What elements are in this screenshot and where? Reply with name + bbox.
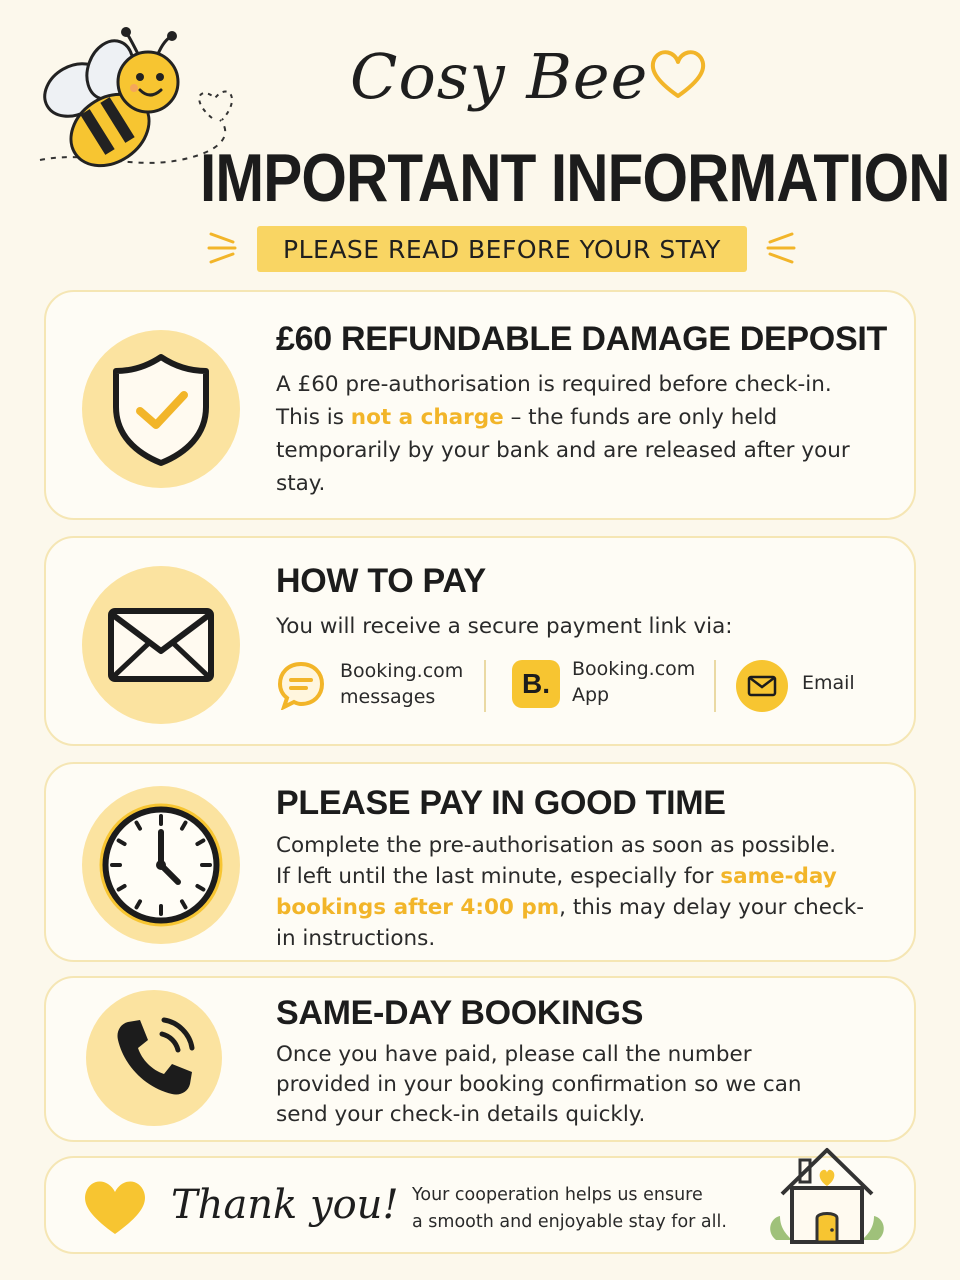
method-1-line2: messages xyxy=(340,686,436,708)
method-2-line2: App xyxy=(572,684,610,706)
deposit-line1: A £60 pre-authorisation is required before check-in. xyxy=(276,372,832,397)
method-booking-app xyxy=(512,656,712,716)
deposit-title: £60 REFUNDABLE DAMAGE DEPOSIT xyxy=(276,320,887,358)
how-to-pay-title: HOW TO PAY xyxy=(276,562,486,600)
subtitle-banner: PLEASE READ BEFORE YOUR STAY xyxy=(257,226,747,272)
house-icon xyxy=(762,1136,892,1252)
method-3-line1: Email xyxy=(802,672,855,694)
envelope-icon xyxy=(736,660,788,712)
sparkle-lines-icon xyxy=(762,228,798,268)
clock-icon xyxy=(82,786,240,944)
brand-name: Cosy Bee xyxy=(350,40,649,113)
heart-outline-icon xyxy=(645,40,711,106)
thank-you-footer xyxy=(44,1156,916,1254)
sparkle-lines-icon xyxy=(205,228,241,268)
good-time-line2-post: , this may delay your check-in instructions. xyxy=(276,895,865,951)
same-day-card xyxy=(44,976,916,1142)
same-day-text: Once you have paid, please call the number provided in your booking confirmation so we can send your check-in details quickly. xyxy=(276,1042,802,1127)
divider xyxy=(714,660,716,712)
footer-note xyxy=(412,1182,782,1236)
method-1-line1: Booking.com xyxy=(340,660,464,682)
payment-methods xyxy=(276,656,896,716)
not-a-charge-highlight: not a charge xyxy=(350,405,504,430)
how-to-pay-card xyxy=(44,536,916,746)
deposit-line2-pre: This is xyxy=(276,405,351,430)
chat-bubble-icon xyxy=(276,660,326,710)
method-booking-messages xyxy=(276,656,476,716)
method-email xyxy=(736,656,896,716)
same-day-highlight: same-day bookings after 4:00 pm xyxy=(276,864,837,920)
booking-b-icon: B. xyxy=(512,660,560,708)
same-day-title: SAME-DAY BOOKINGS xyxy=(276,994,644,1032)
footer-note-line2: a smooth and enjoyable stay for all. xyxy=(412,1212,727,1232)
shield-check-icon xyxy=(82,330,240,488)
how-to-pay-intro: You will receive a secure payment link via: xyxy=(276,614,733,639)
deposit-card xyxy=(44,290,916,520)
good-time-card xyxy=(44,762,916,962)
phone-icon xyxy=(86,990,222,1126)
good-time-line1: Complete the pre-authorisation as soon as possible. xyxy=(276,833,837,858)
deposit-text xyxy=(276,368,896,500)
thank-you-text: Thank you! xyxy=(171,1182,399,1228)
heart-icon xyxy=(80,1174,150,1238)
envelope-icon xyxy=(82,566,240,724)
good-time-title: PLEASE PAY IN GOOD TIME xyxy=(276,784,726,822)
good-time-line2-pre: If left until the last minute, especially for xyxy=(276,864,721,889)
method-2-line1: Booking.com xyxy=(572,658,696,680)
footer-note-line1: Your cooperation helps us ensure xyxy=(412,1185,703,1205)
good-time-text xyxy=(276,830,876,954)
page-title: IMPORTANT INFORMATION xyxy=(200,140,950,216)
deposit-line2-post: – the funds are only held temporarily by your bank and are released after your stay. xyxy=(276,405,850,496)
divider xyxy=(484,660,486,712)
